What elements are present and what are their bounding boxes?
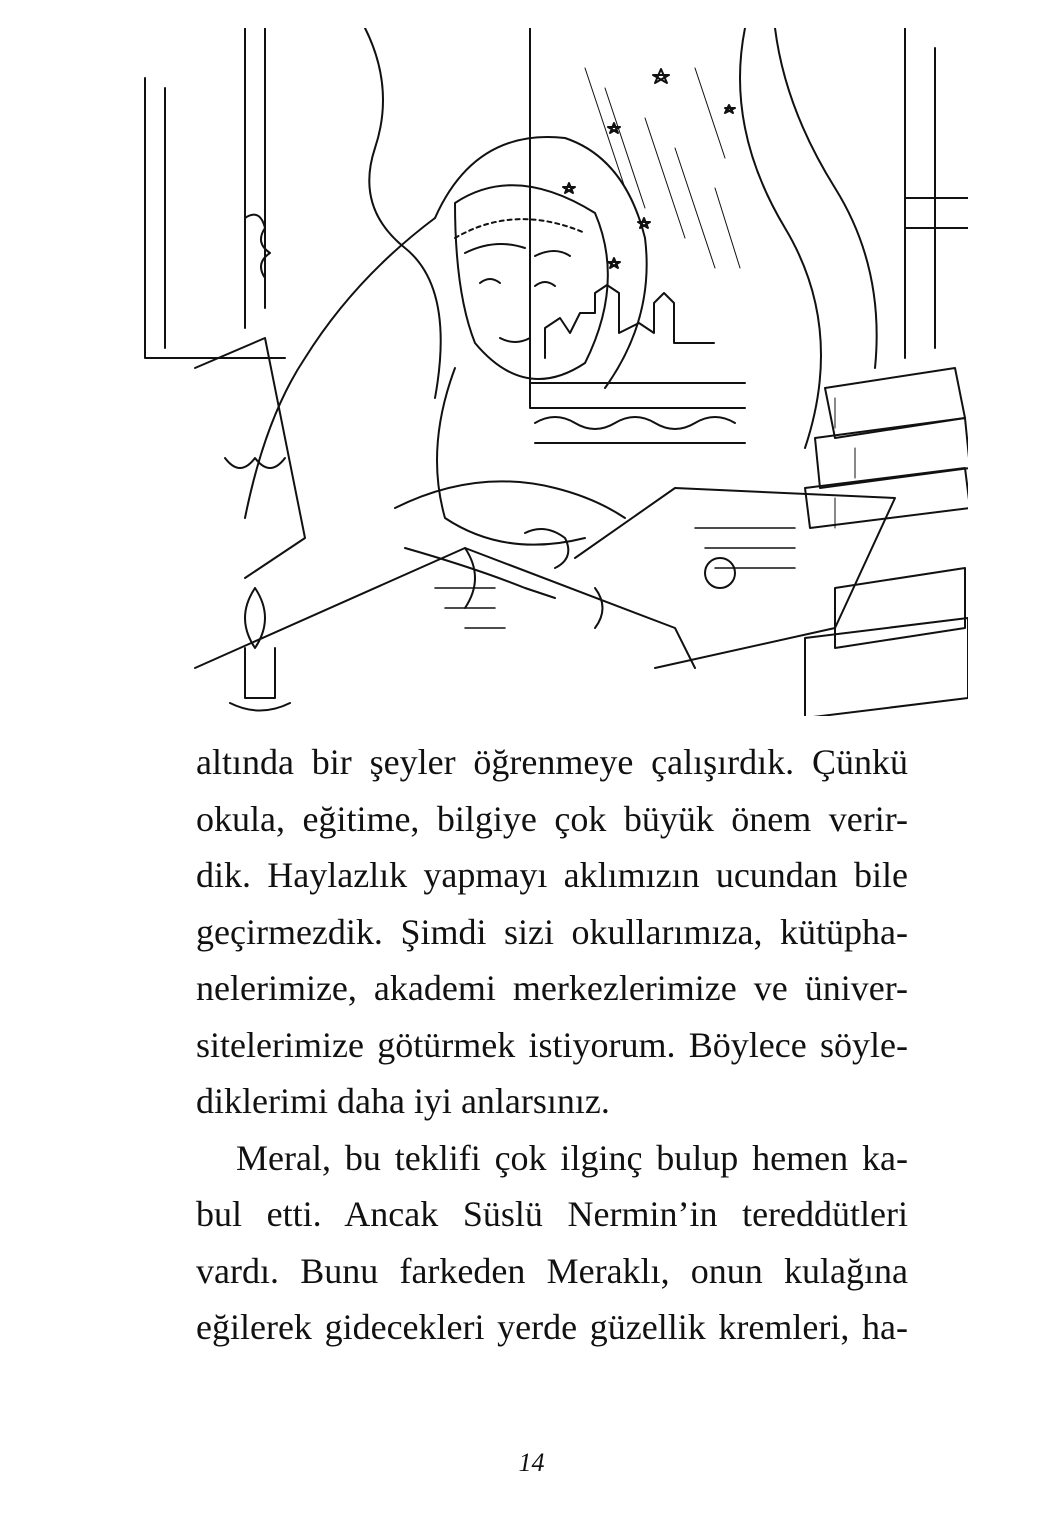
paragraph-1 bbox=[196, 734, 908, 1130]
illustration bbox=[135, 28, 968, 716]
text-line: diklerimi daha iyi anlarsınız. bbox=[196, 1081, 610, 1121]
text-line: okula, eğitime, bilgiye çok büyük önem verir- bbox=[196, 798, 908, 839]
text-line: sitelerimize götürmek istiyorum. Böylece söyle- bbox=[196, 1024, 908, 1065]
paragraph-2 bbox=[196, 1130, 908, 1356]
text-line: Meral, bu teklifi çok ilginç bulup hemen ka- bbox=[236, 1137, 908, 1178]
text-line: vardı. Bunu farkeden Meraklı, onun kulağına bbox=[196, 1250, 908, 1291]
text-line: bul etti. Ancak Süslü Nermin’in tereddütleri bbox=[196, 1194, 908, 1234]
text-line: altında bir şeyler öğrenmeye çalışırdık. Çünkü bbox=[196, 742, 908, 782]
text-line: eğilerek gidecekleri yerde güzellik kremleri, ha- bbox=[196, 1307, 908, 1347]
text-line: dik. Haylazlık yapmayı aklımızın ucundan bile bbox=[196, 855, 908, 895]
page-number: 14 bbox=[518, 1448, 545, 1477]
text-line: geçirmezdik. Şimdi sizi okullarımıza, kütüpha- bbox=[196, 911, 908, 952]
body-text bbox=[196, 734, 908, 1356]
ink-drawing-icon bbox=[135, 28, 968, 716]
text-line: nelerimize, akademi merkezlerimize ve üniver- bbox=[196, 968, 908, 1008]
